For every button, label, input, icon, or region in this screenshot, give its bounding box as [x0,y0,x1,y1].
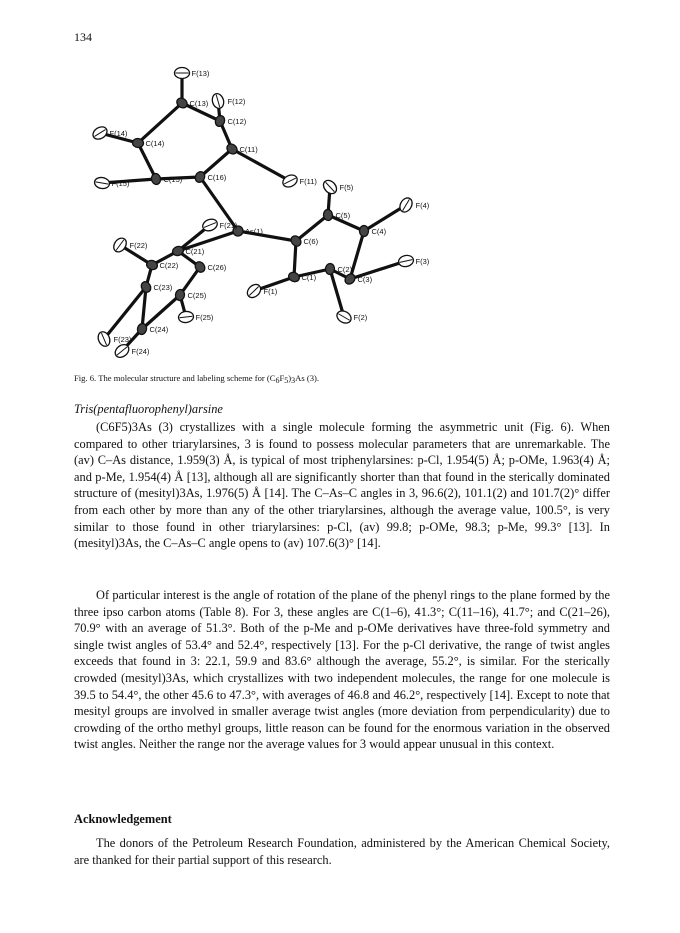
atom-label-f2: F(2) [353,313,368,322]
bond-c13-c14 [138,103,182,143]
atom-label-f24: F(24) [131,347,150,356]
atom-label-f1: F(1) [263,287,278,296]
atom-label-f14: F(14) [109,129,128,138]
atom-c25 [175,289,186,301]
atom-label-c22: C(22) [159,261,179,270]
atom-label-c21: C(21) [185,247,205,256]
atom-c15 [151,173,162,186]
atom-c3 [343,272,357,286]
atom-label-c5: C(5) [335,211,351,220]
atom-label-c1: C(1) [301,273,317,282]
atom-label-f15: F(15) [111,179,130,188]
section-title: Tris(pentafluorophenyl)arsine [74,402,223,416]
atom-c4 [359,225,368,236]
atom-label-c16: C(16) [207,173,227,182]
atom-label-c13: C(13) [189,99,209,108]
atom-label-f3: F(3) [415,257,430,266]
atom-label-c26: C(26) [207,263,227,272]
atom-label-c12: C(12) [227,117,247,126]
paragraph-2 [74,587,610,753]
atom-label-c6: C(6) [303,237,319,246]
bond-c24-c25 [142,295,180,329]
atom-label-f5: F(5) [339,183,354,192]
atom-label-c25: C(25) [187,291,207,300]
atom-label-as1: As(1) [245,227,263,236]
atom-label-f23: F(23) [113,335,132,344]
atom-c2 [325,263,335,275]
atom-label-c2: C(2) [337,265,353,274]
paragraph-2-text: Of particular interest is the angle of rotation of the plane of the phenyl rings to the plane formed by the three ipso carbon atoms (Table 8). For 3, these angles are C(1–6), 41.3°; C(11–16), 41.7°; and C(21–26), 70.9° with an average of 51.3°. Both of the p-Me and p-OMe derivatives have three-fold symmetry and single twist angles of 53.4° and 52.4°, respectively [13]. For the p-Cl derivative, the range of twist angles exceeds that found in 3: 22.1, 59.9 and 83.6° although the average, 55.2°, is similar. For the sterically crowded (mesityl)3As, which crystallizes with two independent molecules, the range for one molecule is 39.5 to 54.4°, the other 45.6 to 47.3°, with averages of 46.8 and 46.2°, respectively [14]. Except to note that mesityl groups are involved in smaller average twist angles (more deviation from perpendicularity) due to crowding of the ortho methyl groups, little reason can be found for the enormous variation in the observed twist angles. Neither the range nor the average values for 3 would appear unusual in this context. [74,588,610,752]
molecular-structure-figure [60,55,460,370]
paragraph-1 [74,419,610,552]
atom-label-f22: F(22) [129,241,148,250]
atom-label-c11: C(11) [239,145,258,154]
atom-label-c15: C(15) [163,175,183,184]
atom-label-f25: F(25) [195,313,214,322]
paragraph-1-text: (C6F5)3As (3) crystallizes with a single molecule forming the asymmetric unit (Fig. 6). When compared to other triarylarsines, 3 is found to possess molecular parameters that are unremarkable. The (av) C–As distance, 1.959(3) Å, is typical of most triphenylarsines: p-Cl, 1.954(5) Å; p-OMe, 1.963(4) Å; and p-Me, 1.954(4) Å [13], although all are significantly shorter than that found in the sterically dominated structure of (mesityl)3As, 1.976(5) Å [14]. The C–As–C angles in 3, 96.6(2), 101.1(2) and 101.7(2)° differ from each other by more than any of the other triarylarsines, although the average value, 100.5°, is very similar to those found in other triarylarsines: p-Cl, (av) 99.8; p-OMe, 98.3; p-Me, 99.3° [13]. In (mesityl)3As, the C–As–C angle opens to (av) 107.6(3)° [14]. [74,420,610,551]
bond-c4-c3 [350,231,364,279]
acknowledgement-heading: Acknowledgement [74,812,172,826]
atom-label-f11: F(11) [299,177,317,186]
figure-caption: Fig. 6. The molecular structure and labeling scheme for $(C_6F_5)_3As$ (3). [74,373,320,385]
atom-label-c23: C(23) [153,283,173,292]
atom-c12 [214,114,226,127]
atom-c1 [287,271,301,284]
acknowledgement-text: The donors of the Petroleum Research Foundation, administered by the American Chemical Society, are thanked for their partial support of this research. [74,836,610,867]
atom-label-c24: C(24) [149,325,169,334]
atom-label-c4: C(4) [371,227,387,236]
atom-label-f21: F(21) [219,221,238,230]
ortep-diagram [60,55,460,370]
atom-label-f13: F(13) [191,69,210,78]
atom-label-c14: C(14) [145,139,165,148]
atom-c5 [323,209,333,221]
atom-label-f4: F(4) [415,201,430,210]
atom-label-f12: F(12) [227,97,246,106]
atom-c14 [132,138,144,148]
page-number: 134 [74,30,92,44]
acknowledgement-paragraph [74,835,610,868]
atom-label-c3: C(3) [357,275,373,284]
